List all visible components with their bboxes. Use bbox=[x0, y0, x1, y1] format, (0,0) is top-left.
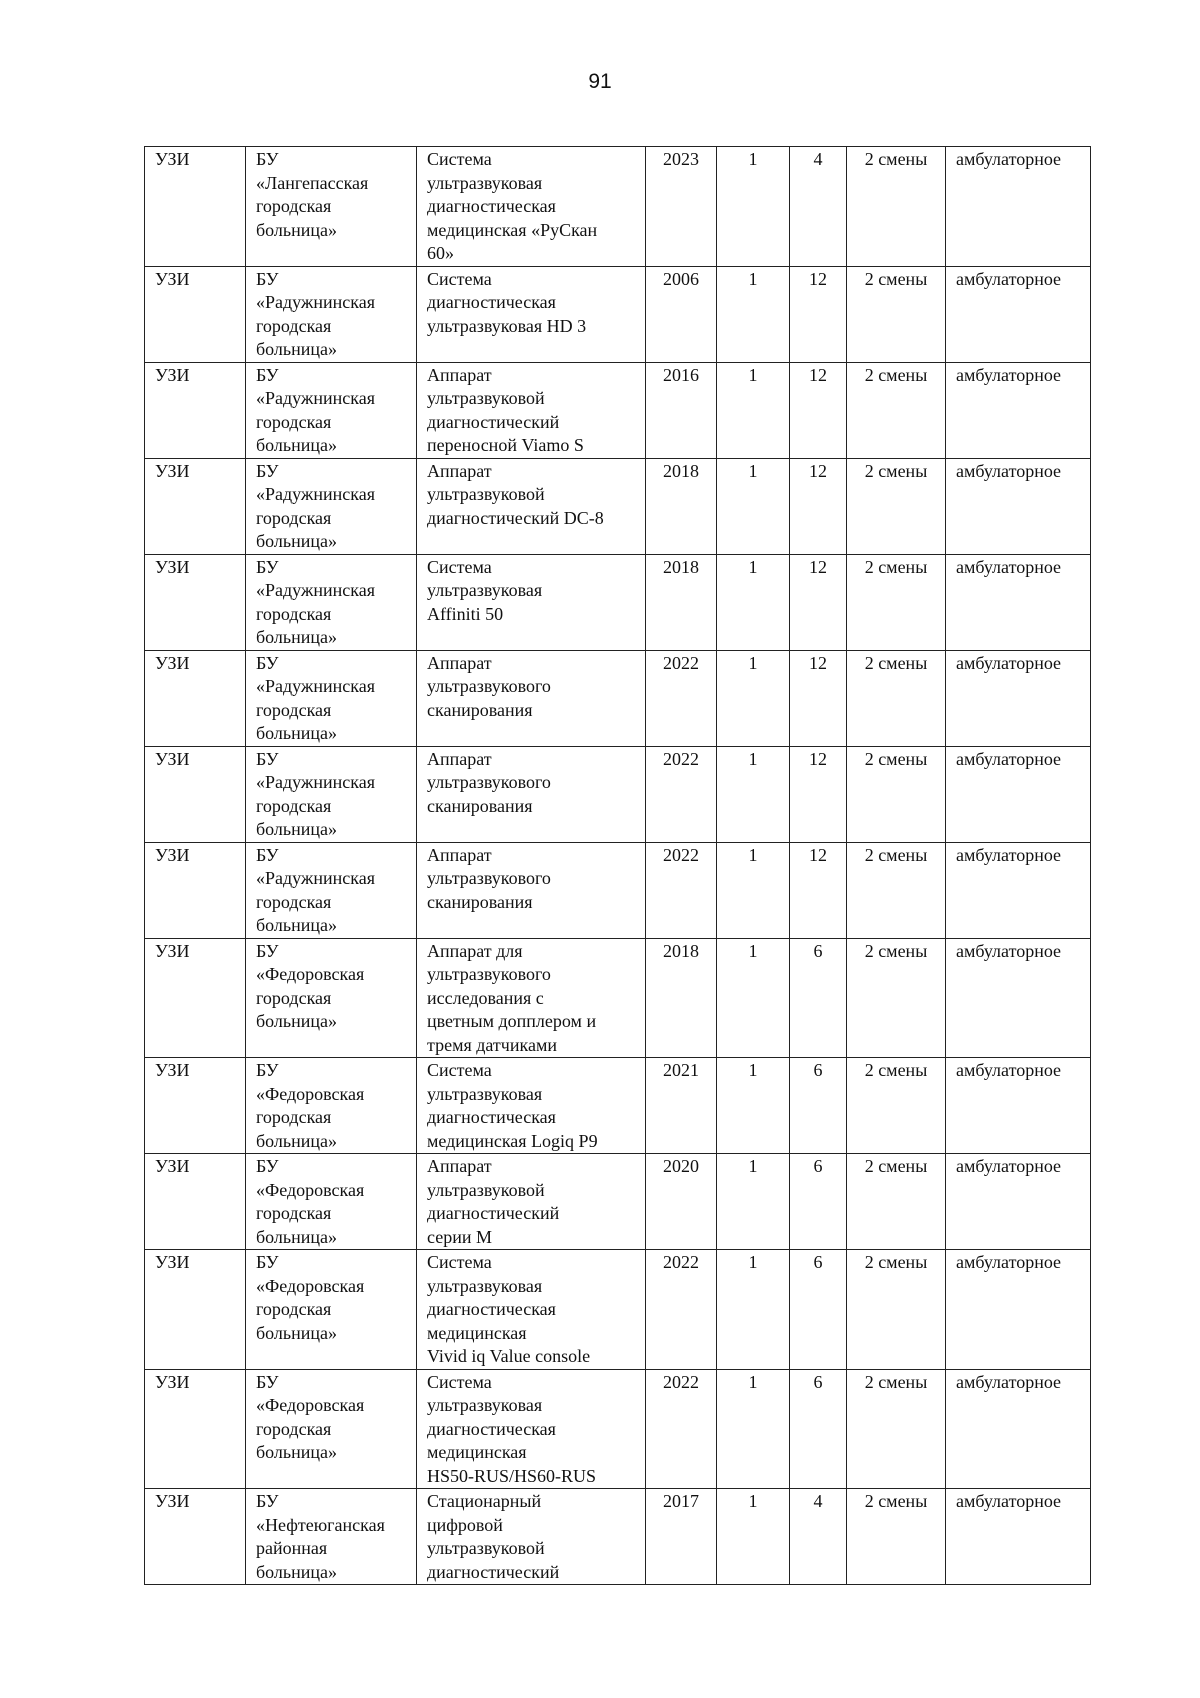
cell-text: 12 bbox=[809, 268, 827, 289]
cell-text: УЗИ bbox=[155, 1491, 190, 1511]
care-type-cell bbox=[946, 458, 1091, 554]
table-row bbox=[145, 1250, 1091, 1370]
cell-text: 12 bbox=[809, 844, 827, 865]
cell-text: 2022 bbox=[663, 844, 699, 865]
care-type-cell bbox=[946, 1058, 1091, 1154]
year-cell bbox=[646, 362, 717, 458]
cell-text: БУ «Лангепасская городская больница» bbox=[256, 149, 369, 240]
year-cell bbox=[646, 1154, 717, 1250]
device-name-cell bbox=[417, 1250, 646, 1370]
care-type-cell bbox=[946, 1154, 1091, 1250]
care-type-cell bbox=[946, 1489, 1091, 1585]
cell-text: БУ «Радужнинская городская больница» bbox=[256, 844, 375, 935]
load-cell bbox=[790, 1250, 847, 1370]
table-row bbox=[145, 938, 1091, 1058]
cell-text: УЗИ bbox=[155, 748, 190, 769]
care-type-cell bbox=[946, 650, 1091, 746]
quantity-cell bbox=[717, 458, 790, 554]
cell-text: 2 смены bbox=[864, 268, 928, 289]
year-cell bbox=[646, 458, 717, 554]
cell-text: Система ультразвуковая диагностическая медицинская HS50-RUS/HS60-RUS bbox=[427, 1371, 597, 1486]
cell-text: БУ «Радужнинская городская больница» bbox=[256, 652, 375, 743]
exam-type-cell bbox=[145, 1369, 246, 1489]
institution-cell bbox=[246, 1250, 417, 1370]
load-cell bbox=[790, 147, 847, 267]
device-name-cell bbox=[417, 1489, 646, 1585]
exam-type-cell bbox=[145, 1250, 246, 1370]
cell-text: 2017 bbox=[663, 1491, 699, 1511]
cell-text: 1 bbox=[748, 1156, 758, 1176]
cell-text: Система ультразвуковая диагностическая медицинская «РуСкан 60» bbox=[427, 149, 598, 263]
cell-text: Стационарный цифровой ультразвуковой диагностический bbox=[427, 1491, 560, 1582]
cell-text: амбулаторное bbox=[956, 460, 1062, 481]
load-cell bbox=[790, 1154, 847, 1250]
load-cell bbox=[790, 362, 847, 458]
cell-text: амбулаторное bbox=[956, 1491, 1062, 1511]
cell-text: 1 bbox=[748, 1252, 758, 1272]
load-cell bbox=[790, 554, 847, 650]
shifts-cell bbox=[847, 458, 946, 554]
cell-text: Аппарат ультразвуковой диагностический DC-8 bbox=[427, 460, 604, 528]
device-name-cell bbox=[417, 458, 646, 554]
cell-text: 6 bbox=[813, 1252, 823, 1272]
cell-text: Аппарат ультразвуковой диагностический серии M bbox=[427, 1156, 560, 1247]
device-name-cell bbox=[417, 554, 646, 650]
exam-type-cell bbox=[145, 554, 246, 650]
load-cell bbox=[790, 746, 847, 842]
quantity-cell bbox=[717, 1369, 790, 1489]
cell-text: 2 смены bbox=[864, 1156, 928, 1176]
cell-text: 2022 bbox=[663, 748, 699, 769]
cell-text: 2016 bbox=[663, 364, 699, 385]
shifts-cell bbox=[847, 650, 946, 746]
cell-text: БУ «Федоровская городская больница» bbox=[256, 1156, 365, 1247]
page-number: 91 bbox=[588, 70, 612, 93]
load-cell bbox=[790, 266, 847, 362]
cell-text: БУ «Нефтеюганская районная больница» bbox=[256, 1491, 385, 1582]
cell-text: Система ультразвуковая Affiniti 50 bbox=[427, 556, 543, 624]
cell-text: 1 bbox=[748, 1371, 758, 1392]
institution-cell bbox=[246, 1154, 417, 1250]
cell-text: УЗИ bbox=[155, 268, 190, 289]
cell-text: 2 смены bbox=[864, 556, 928, 577]
exam-type-cell bbox=[145, 938, 246, 1058]
institution-cell bbox=[246, 147, 417, 267]
cell-text: 2 смены bbox=[864, 1060, 928, 1080]
cell-text: 2018 bbox=[663, 460, 699, 481]
shifts-cell bbox=[847, 362, 946, 458]
shifts-cell bbox=[847, 1250, 946, 1370]
cell-text: 4 bbox=[813, 1491, 823, 1511]
cell-text: амбулаторное bbox=[956, 556, 1062, 577]
table-row bbox=[145, 1154, 1091, 1250]
cell-text: УЗИ bbox=[155, 844, 190, 865]
cell-text: 12 bbox=[809, 364, 827, 385]
cell-text: 1 bbox=[748, 652, 758, 673]
cell-text: Аппарат ультразвуковой диагностический переносной Viamo S bbox=[427, 364, 584, 455]
load-cell bbox=[790, 1369, 847, 1489]
shifts-cell bbox=[847, 554, 946, 650]
cell-text: амбулаторное bbox=[956, 149, 1062, 169]
cell-text: 1 bbox=[748, 149, 758, 169]
shifts-cell bbox=[847, 1369, 946, 1489]
cell-text: 2020 bbox=[663, 1156, 699, 1176]
cell-text: 6 bbox=[813, 1371, 823, 1392]
year-cell bbox=[646, 1250, 717, 1370]
exam-type-cell bbox=[145, 266, 246, 362]
cell-text: 1 bbox=[748, 556, 758, 577]
device-name-cell bbox=[417, 746, 646, 842]
cell-text: амбулаторное bbox=[956, 652, 1062, 673]
cell-text: 6 bbox=[813, 1156, 823, 1176]
exam-type-cell bbox=[145, 1154, 246, 1250]
table-row bbox=[145, 362, 1091, 458]
cell-text: УЗИ bbox=[155, 364, 190, 385]
cell-text: 2022 bbox=[663, 1371, 699, 1392]
table-row bbox=[145, 458, 1091, 554]
shifts-cell bbox=[847, 1489, 946, 1585]
cell-text: УЗИ bbox=[155, 1060, 190, 1080]
cell-text: 1 bbox=[748, 748, 758, 769]
device-name-cell bbox=[417, 1369, 646, 1489]
cell-text: 1 bbox=[748, 940, 758, 961]
cell-text: БУ «Федоровская городская больница» bbox=[256, 1060, 365, 1151]
shifts-cell bbox=[847, 938, 946, 1058]
care-type-cell bbox=[946, 147, 1091, 267]
cell-text: амбулаторное bbox=[956, 268, 1062, 289]
device-name-cell bbox=[417, 147, 646, 267]
care-type-cell bbox=[946, 746, 1091, 842]
device-name-cell bbox=[417, 1058, 646, 1154]
cell-text: 2021 bbox=[663, 1060, 699, 1080]
cell-text: амбулаторное bbox=[956, 1252, 1062, 1272]
year-cell bbox=[646, 938, 717, 1058]
cell-text: 1 bbox=[748, 364, 758, 385]
year-cell bbox=[646, 650, 717, 746]
year-cell bbox=[646, 266, 717, 362]
cell-text: 2 смены bbox=[864, 1491, 928, 1511]
table-row bbox=[145, 1058, 1091, 1154]
cell-text: 2022 bbox=[663, 652, 699, 673]
cell-text: УЗИ bbox=[155, 1252, 190, 1272]
cell-text: 1 bbox=[748, 1491, 758, 1511]
cell-text: 2 смены bbox=[864, 364, 928, 385]
care-type-cell bbox=[946, 554, 1091, 650]
table-row bbox=[145, 1369, 1091, 1489]
year-cell bbox=[646, 554, 717, 650]
load-cell bbox=[790, 458, 847, 554]
exam-type-cell bbox=[145, 362, 246, 458]
cell-text: Система диагностическая ультразвуковая HD 3 bbox=[427, 268, 587, 336]
cell-text: УЗИ bbox=[155, 652, 190, 673]
device-name-cell bbox=[417, 362, 646, 458]
cell-text: УЗИ bbox=[155, 940, 190, 961]
cell-text: 2018 bbox=[663, 940, 699, 961]
cell-text: 1 bbox=[748, 1060, 758, 1080]
quantity-cell bbox=[717, 554, 790, 650]
exam-type-cell bbox=[145, 147, 246, 267]
shifts-cell bbox=[847, 147, 946, 267]
care-type-cell bbox=[946, 266, 1091, 362]
cell-text: 2 смены bbox=[864, 748, 928, 769]
cell-text: 2 смены bbox=[864, 1371, 928, 1392]
shifts-cell bbox=[847, 266, 946, 362]
shifts-cell bbox=[847, 842, 946, 938]
care-type-cell bbox=[946, 1250, 1091, 1370]
cell-text: Аппарат ультразвукового сканирования bbox=[427, 748, 551, 816]
cell-text: 1 bbox=[748, 460, 758, 481]
cell-text: 2 смены bbox=[864, 652, 928, 673]
exam-type-cell bbox=[145, 746, 246, 842]
cell-text: 12 bbox=[809, 748, 827, 769]
cell-text: БУ «Радужнинская городская больница» bbox=[256, 748, 375, 839]
cell-text: 1 bbox=[748, 844, 758, 865]
year-cell bbox=[646, 1058, 717, 1154]
cell-text: Аппарат ультразвукового сканирования bbox=[427, 652, 551, 720]
exam-type-cell bbox=[145, 650, 246, 746]
cell-text: УЗИ bbox=[155, 149, 190, 169]
quantity-cell bbox=[717, 938, 790, 1058]
table-body bbox=[145, 147, 1091, 1585]
shifts-cell bbox=[847, 746, 946, 842]
cell-text: 12 bbox=[809, 652, 827, 673]
cell-text: 2 смены bbox=[864, 460, 928, 481]
cell-text: 2018 bbox=[663, 556, 699, 577]
quantity-cell bbox=[717, 1250, 790, 1370]
quantity-cell bbox=[717, 1154, 790, 1250]
cell-text: 4 bbox=[813, 149, 823, 169]
institution-cell bbox=[246, 842, 417, 938]
load-cell bbox=[790, 842, 847, 938]
institution-cell bbox=[246, 362, 417, 458]
load-cell bbox=[790, 1058, 847, 1154]
shifts-cell bbox=[847, 1058, 946, 1154]
table-row bbox=[145, 147, 1091, 267]
institution-cell bbox=[246, 266, 417, 362]
device-name-cell bbox=[417, 1154, 646, 1250]
exam-type-cell bbox=[145, 1489, 246, 1585]
cell-text: Аппарат ультразвукового сканирования bbox=[427, 844, 551, 912]
table-row bbox=[145, 266, 1091, 362]
institution-cell bbox=[246, 938, 417, 1058]
load-cell bbox=[790, 938, 847, 1058]
cell-text: БУ «Федоровская городская больница» bbox=[256, 1371, 365, 1462]
cell-text: 6 bbox=[813, 940, 823, 961]
year-cell bbox=[646, 746, 717, 842]
cell-text: БУ «Федоровская городская больница» bbox=[256, 1252, 365, 1343]
cell-text: БУ «Федоровская городская больница» bbox=[256, 940, 365, 1031]
table-row bbox=[145, 746, 1091, 842]
device-name-cell bbox=[417, 266, 646, 362]
year-cell bbox=[646, 1369, 717, 1489]
cell-text: амбулаторное bbox=[956, 364, 1062, 385]
cell-text: амбулаторное bbox=[956, 1371, 1062, 1392]
cell-text: амбулаторное bbox=[956, 844, 1062, 865]
exam-type-cell bbox=[145, 842, 246, 938]
cell-text: УЗИ bbox=[155, 460, 190, 481]
cell-text: УЗИ bbox=[155, 556, 190, 577]
cell-text: амбулаторное bbox=[956, 940, 1062, 961]
quantity-cell bbox=[717, 266, 790, 362]
equipment-table bbox=[144, 146, 1091, 1585]
cell-text: 2 смены bbox=[864, 1252, 928, 1272]
institution-cell bbox=[246, 1058, 417, 1154]
table-row bbox=[145, 1489, 1091, 1585]
cell-text: 2 смены bbox=[864, 149, 928, 169]
shifts-cell bbox=[847, 1154, 946, 1250]
load-cell bbox=[790, 650, 847, 746]
cell-text: 12 bbox=[809, 556, 827, 577]
cell-text: амбулаторное bbox=[956, 1156, 1062, 1176]
institution-cell bbox=[246, 1369, 417, 1489]
cell-text: 2 смены bbox=[864, 940, 928, 961]
cell-text: амбулаторное bbox=[956, 748, 1062, 769]
cell-text: 12 bbox=[809, 460, 827, 481]
cell-text: УЗИ bbox=[155, 1371, 190, 1392]
institution-cell bbox=[246, 746, 417, 842]
table-row bbox=[145, 554, 1091, 650]
device-name-cell bbox=[417, 938, 646, 1058]
cell-text: амбулаторное bbox=[956, 1060, 1062, 1080]
quantity-cell bbox=[717, 842, 790, 938]
device-name-cell bbox=[417, 650, 646, 746]
year-cell bbox=[646, 842, 717, 938]
cell-text: БУ «Радужнинская городская больница» bbox=[256, 460, 375, 551]
quantity-cell bbox=[717, 147, 790, 267]
load-cell bbox=[790, 1489, 847, 1585]
institution-cell bbox=[246, 1489, 417, 1585]
cell-text: БУ «Радужнинская городская больница» bbox=[256, 364, 375, 455]
cell-text: Система ультразвуковая диагностическая медицинская Logiq P9 bbox=[427, 1060, 598, 1151]
cell-text: 6 bbox=[813, 1060, 823, 1080]
table-row bbox=[145, 842, 1091, 938]
institution-cell bbox=[246, 650, 417, 746]
care-type-cell bbox=[946, 362, 1091, 458]
care-type-cell bbox=[946, 842, 1091, 938]
quantity-cell bbox=[717, 650, 790, 746]
cell-text: 1 bbox=[748, 268, 758, 289]
cell-text: 2 смены bbox=[864, 844, 928, 865]
cell-text: 2023 bbox=[663, 149, 699, 169]
care-type-cell bbox=[946, 1369, 1091, 1489]
cell-text: Аппарат для ультразвукового исследования с цветным допплером и тремя датчиками bbox=[427, 940, 597, 1055]
cell-text: Система ультразвуковая диагностическая медицинская Vivid iq Value console bbox=[427, 1252, 591, 1366]
cell-text: БУ «Радужнинская городская больница» bbox=[256, 268, 375, 359]
quantity-cell bbox=[717, 362, 790, 458]
quantity-cell bbox=[717, 746, 790, 842]
cell-text: УЗИ bbox=[155, 1156, 190, 1176]
quantity-cell bbox=[717, 1489, 790, 1585]
year-cell bbox=[646, 1489, 717, 1585]
exam-type-cell bbox=[145, 1058, 246, 1154]
year-cell bbox=[646, 147, 717, 267]
care-type-cell bbox=[946, 938, 1091, 1058]
quantity-cell bbox=[717, 1058, 790, 1154]
cell-text: 2006 bbox=[663, 268, 699, 289]
institution-cell bbox=[246, 458, 417, 554]
device-name-cell bbox=[417, 842, 646, 938]
exam-type-cell bbox=[145, 458, 246, 554]
institution-cell bbox=[246, 554, 417, 650]
table-row bbox=[145, 650, 1091, 746]
cell-text: БУ «Радужнинская городская больница» bbox=[256, 556, 375, 647]
cell-text: 2022 bbox=[663, 1252, 699, 1272]
